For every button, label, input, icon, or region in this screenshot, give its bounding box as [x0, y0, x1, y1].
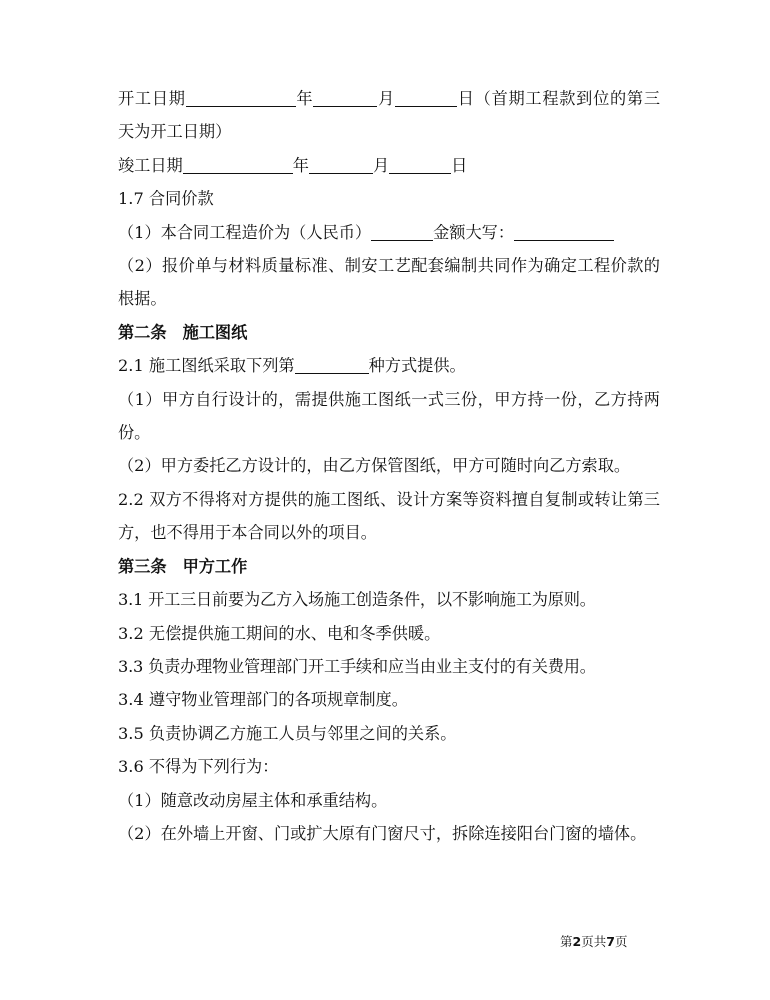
- total-pages: 7: [606, 934, 615, 949]
- section-2-1-text: 2.1 施工图纸采取下列第: [118, 356, 295, 376]
- day-label: 日: [451, 155, 468, 175]
- price-label: （1）本合同工程造价为（人民币）: [118, 222, 372, 242]
- section-3-5: 3.5 负责协调乙方施工人员与邻里之间的关系。: [118, 723, 457, 743]
- article-3-heading: [118, 550, 660, 583]
- end-date-line: [118, 149, 660, 182]
- start-day-blank: [395, 88, 457, 107]
- section-2-2: 2.2 双方不得将对方提供的施工图纸、设计方案等资料擅自复制或转让第三方，也不得用于本合同以外的项目。: [118, 489, 660, 543]
- page-footer: [560, 932, 627, 950]
- end-month-blank: [309, 155, 373, 174]
- section-3-6-2: （2）在外墙上开窗、门或扩大原有门窗尺寸，拆除连接阳台门窗的墙体。: [118, 823, 647, 843]
- year-label: 年: [295, 89, 314, 108]
- article-3-number: 第三条: [118, 556, 167, 576]
- section-3-6-1: （1）随意改动房屋主体和承重结构。: [118, 790, 388, 810]
- price-blank: [371, 222, 433, 241]
- end-year-blank: [183, 155, 293, 174]
- section-2-1-2: （2）甲方委托乙方设计的，由乙方保管图纸，甲方可随时向乙方索取。: [118, 456, 631, 476]
- end-day-blank: [389, 155, 451, 174]
- start-date-label: 开工日期: [118, 89, 186, 108]
- start-year-blank: [186, 88, 296, 107]
- method-blank: [295, 355, 369, 374]
- section-1-7-heading: 1.7 合同价款: [118, 189, 214, 209]
- section-1-7-2: （2）报价单与材料质量标准、制安工艺配套编制共同作为确定工程价款的根据。: [118, 256, 660, 309]
- section-3-4: 3.4 遵守物业管理部门的各项规章制度。: [118, 690, 408, 710]
- section-2-1-tail: 种方式提供。: [368, 356, 466, 376]
- end-date-label: 竣工日期: [118, 155, 183, 175]
- section-2-1: [118, 349, 660, 382]
- article-3-title: 甲方工作: [182, 556, 248, 576]
- article-2-title: 施工图纸: [182, 322, 248, 342]
- month-label: 月: [377, 89, 395, 108]
- article-2-heading: [118, 316, 660, 349]
- section-3-6: 3.6 不得为下列行为：: [118, 757, 279, 777]
- section-3-3: 3.3 负责办理物业管理部门开工手续和应当由业主支付的有关费用。: [118, 656, 596, 676]
- amount-words-label: 金额大写：: [433, 222, 515, 242]
- article-2-number: 第二条: [118, 322, 167, 342]
- section-3-2: 3.2 无偿提供施工期间的水、电和冬季供暖。: [118, 623, 441, 643]
- page-number: 2: [572, 934, 582, 949]
- day-label-note: 日（首期工程款到位的第三天为开工日期）: [118, 89, 661, 142]
- contract-price-line: [118, 216, 660, 249]
- start-date-line: [118, 82, 660, 149]
- footer-pre: 第: [560, 934, 573, 949]
- year-label: 年: [292, 155, 309, 175]
- section-2-1-1: （1）甲方自行设计的，需提供施工图纸一式三份，甲方持一份，乙方持两份。: [118, 389, 660, 443]
- footer-mid: 页共: [581, 934, 607, 949]
- start-month-blank: [313, 88, 377, 107]
- amount-words-blank: [514, 222, 614, 241]
- month-label: 月: [372, 155, 390, 175]
- section-3-1: 3.1 开工三日前要为乙方入场施工创造条件，以不影响施工为原则。: [118, 590, 596, 610]
- footer-post: 页: [614, 934, 628, 949]
